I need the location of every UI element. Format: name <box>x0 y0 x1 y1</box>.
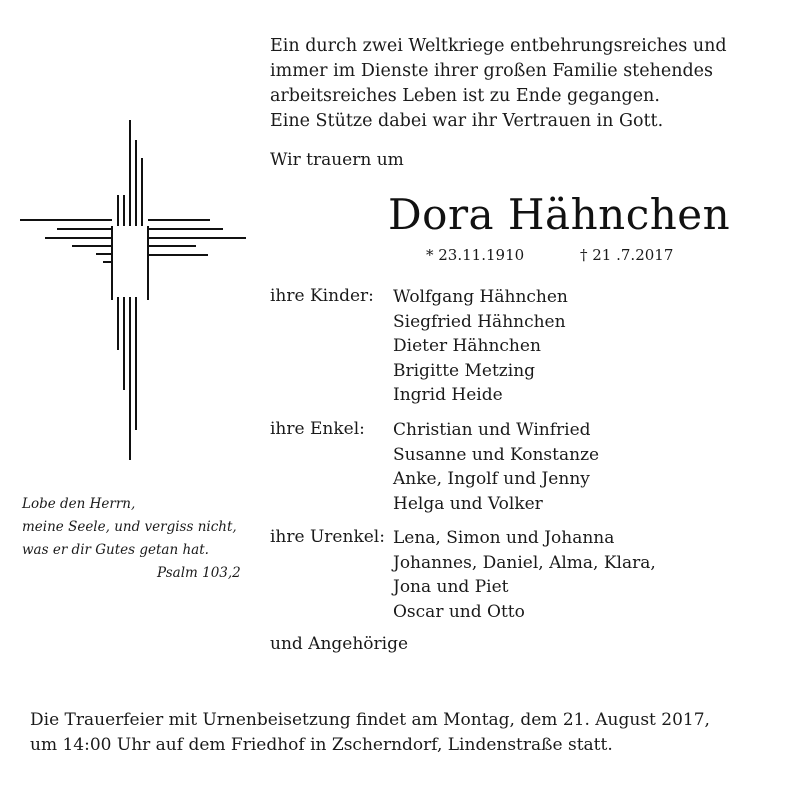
list-item: Brigitte Metzing <box>393 360 536 381</box>
relatives-text: und Angehörige <box>270 634 409 654</box>
list-item: Christian und Winfried <box>393 420 591 440</box>
list-item: Wolfgang Hähnchen <box>393 287 568 307</box>
quote-line: Lobe den Herrn, <box>22 496 136 512</box>
birth-date: * 23.11.1910 <box>426 246 525 264</box>
quote-line: meine Seele, und vergiss nicht, <box>22 519 237 535</box>
intro-text <box>270 34 727 134</box>
list-item: Helga und Volker <box>393 493 543 514</box>
quote-line: was er dir Gutes getan hat. <box>22 542 209 558</box>
great-grandchildren-list <box>393 526 656 624</box>
deceased-name: Dora Hähnchen <box>388 190 731 239</box>
list-item: Lena, Simon und Johanna <box>393 528 615 548</box>
intro-line: Ein durch zwei Weltkriege entbehrungsreiches und <box>270 36 727 56</box>
list-item: Oscar und Otto <box>393 601 525 622</box>
funeral-notice <box>30 708 710 758</box>
grandchildren-list <box>393 418 599 516</box>
intro-line: arbeitsreiches Leben ist zu Ende gegangen. <box>270 86 660 106</box>
footer-line: um 14:00 Uhr auf dem Friedhof in Zscherndorf, Lindenstraße statt. <box>30 735 613 755</box>
grandchildren-label: ihre Enkel: <box>270 419 365 439</box>
death-date: † 21 .7.2017 <box>580 246 674 264</box>
quote-source: Psalm 103,2 <box>157 565 241 581</box>
list-item: Anke, Ingolf und Jenny <box>393 469 590 489</box>
mourn-text: Wir trauern um <box>270 150 404 170</box>
list-item: Siegfried Hähnchen <box>393 311 566 332</box>
list-item: Jona und Piet <box>393 577 509 597</box>
intro-line: immer im Dienste ihrer großen Familie stehendes <box>270 61 714 81</box>
list-item: Dieter Hähnchen <box>393 336 541 356</box>
list-item: Susanne und Konstanze <box>393 444 600 465</box>
intro-line: Eine Stütze dabei war ihr Vertrauen in Gott. <box>270 111 664 131</box>
list-item: Johannes, Daniel, Alma, Klara, <box>393 552 656 573</box>
psalm-quote <box>22 493 241 585</box>
great-grandchildren-label: ihre Urenkel: <box>270 527 385 547</box>
children-list <box>393 285 568 408</box>
cross-icon <box>0 0 260 470</box>
footer-line: Die Trauerfeier mit Urnenbeisetzung findet am Montag, dem 21. August 2017, <box>30 710 710 730</box>
children-label: ihre Kinder: <box>270 286 374 306</box>
list-item: Ingrid Heide <box>393 385 503 405</box>
